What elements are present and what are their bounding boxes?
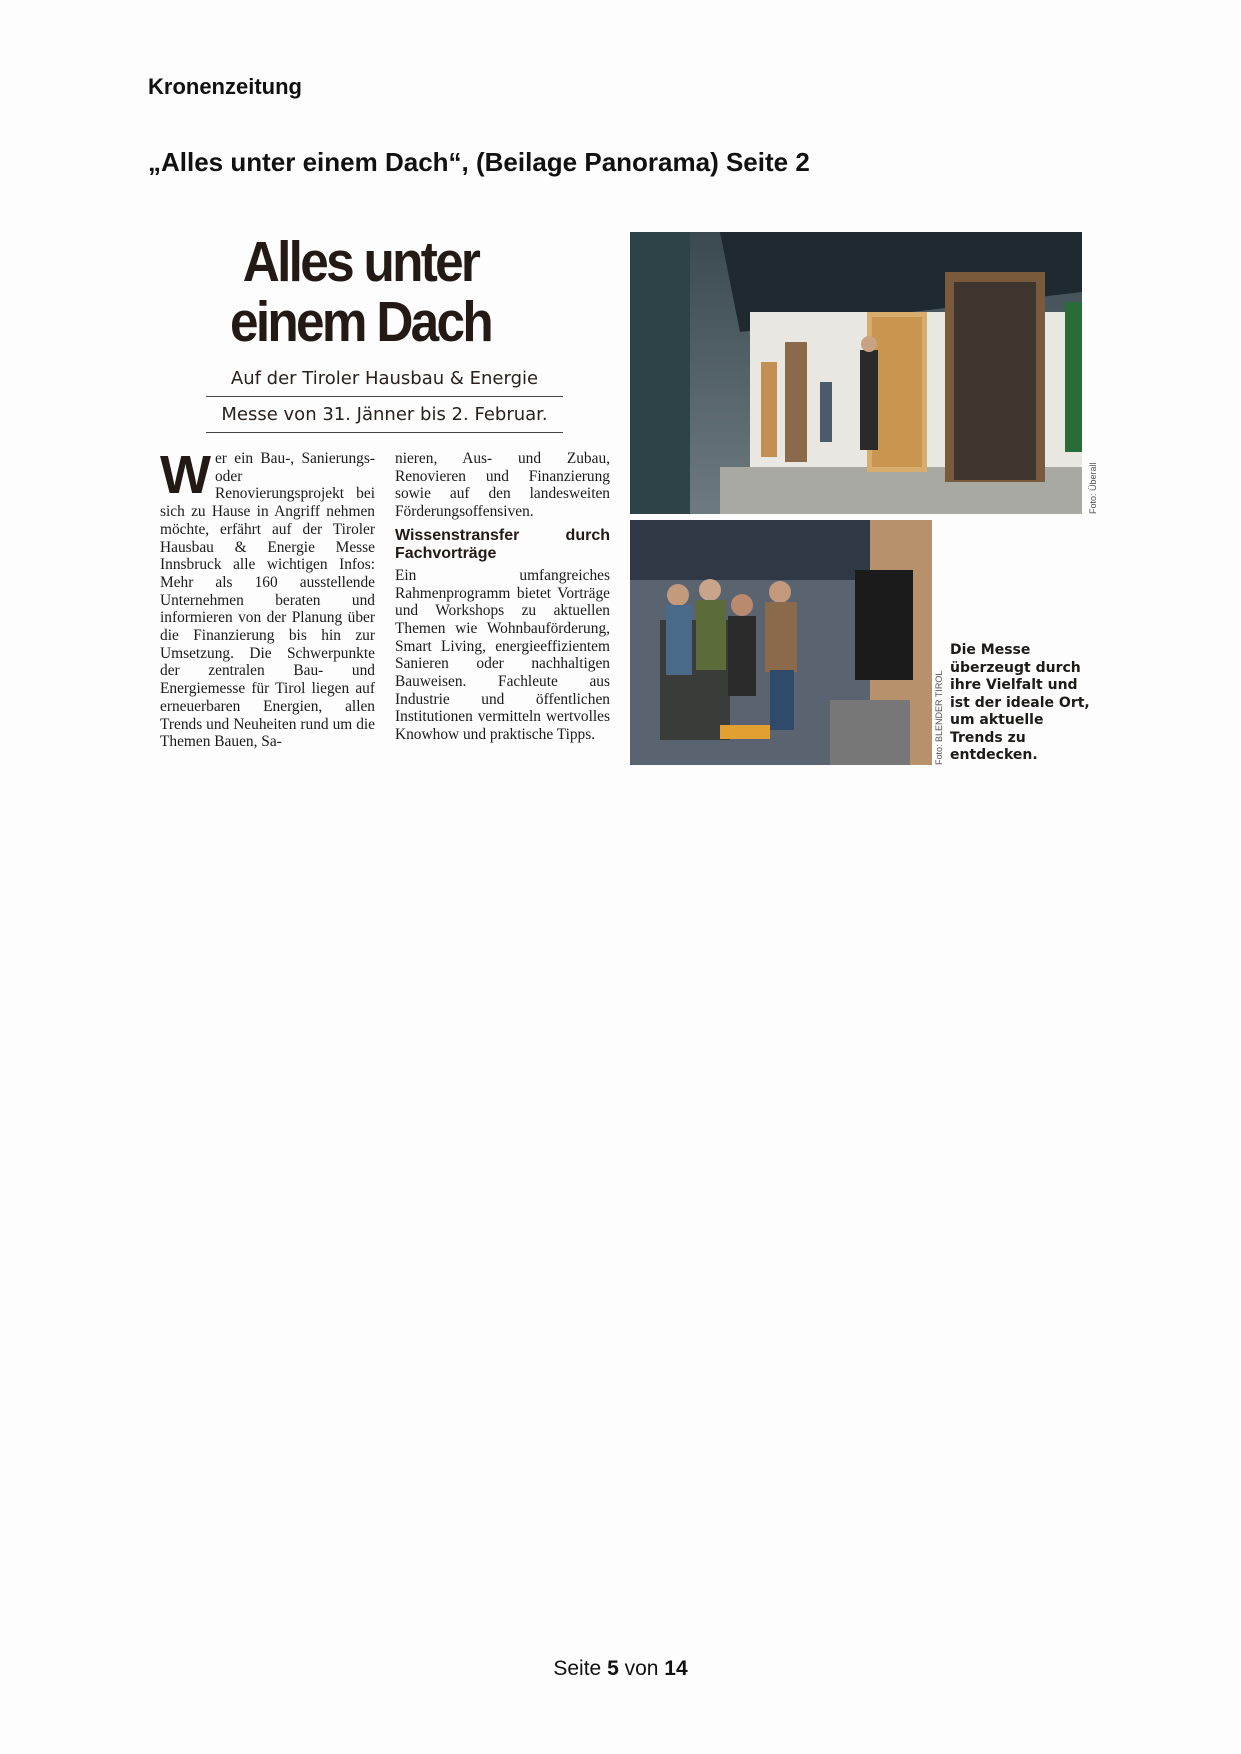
newspaper-clipping: [158, 230, 1098, 772]
dropcap: W: [160, 445, 211, 505]
column-1-text: er ein Bau-, Sanierungs- oder Renovierungsprojekt bei sich zu Hause in Angriff nehmen möchte, erfährt auf der Tiroler Hausbau & Energie Messe Innsbruck alle wichtigen Infos: Mehr als 160 ausstellende Unternehmen beraten und informieren von der Planung über die Finanzierung bis hin zur Umsetzung. Die Schwerpunkte der zentralen Bau- und Energiemesse für Tirol liegen auf erneuerbaren Energien, allen Trends und Neuheiten rund um die Themen Bauen, Sa-: [160, 450, 375, 751]
photo-caption: Die Messe überzeugt durch ihre Vielfalt und ist der ideale Ort, um aktuelle Trends zu entdecken.: [950, 642, 1090, 763]
photo-2-credit: Foto: BLENDER TIROL: [934, 670, 944, 765]
article-subline-1: Auf der Tiroler Hausbau & Energie: [206, 362, 563, 397]
article-headline: [223, 232, 498, 352]
photo-door-exhibit: [630, 232, 1082, 514]
photo-visitors-image: [630, 520, 932, 765]
footer-total-pages: 14: [664, 1657, 688, 1680]
page-footer: [0, 1657, 1241, 1681]
headline-line-2: einem Dach: [230, 290, 491, 354]
photo-visitors: [630, 520, 932, 765]
headline-line-1: Alles unter: [242, 230, 479, 294]
source-name: Kronenzeitung: [148, 74, 302, 99]
article-subline-2: Messe von 31. Jänner bis 2. Februar.: [206, 398, 563, 433]
document-title: „Alles unter einem Dach“, (Beilage Panorama) Seite 2: [148, 147, 810, 177]
article-subhead: Wissenstransfer durch Fachvorträge: [395, 526, 610, 562]
footer-page-number: 5: [607, 1657, 619, 1680]
photo-door-exhibit-image: [630, 232, 1082, 514]
footer-prefix: Seite: [553, 1657, 602, 1680]
article-column-1: [160, 445, 375, 751]
article-column-2: [395, 450, 610, 744]
column-2-text: nieren, Aus- und Zubau, Renovieren und Finanzierung sowie auf den landesweiten Förderungsoffensiven.: [395, 450, 610, 521]
footer-middle: von: [624, 1657, 659, 1680]
article-paragraph-2: Ein umfangreiches Rahmenprogramm bietet Vorträge und Workshops zu aktuellen Themen wie Wohnbauförderung, Smart Living, energieeffizientem Sanieren oder nachhaltigen Bauweisen. Fachleute aus Industrie und öffentlichen Institutionen vermitteln wertvolles Knowhow und praktische Tipps.: [395, 566, 610, 744]
photo-1-credit: Foto: Überall: [1088, 462, 1098, 514]
